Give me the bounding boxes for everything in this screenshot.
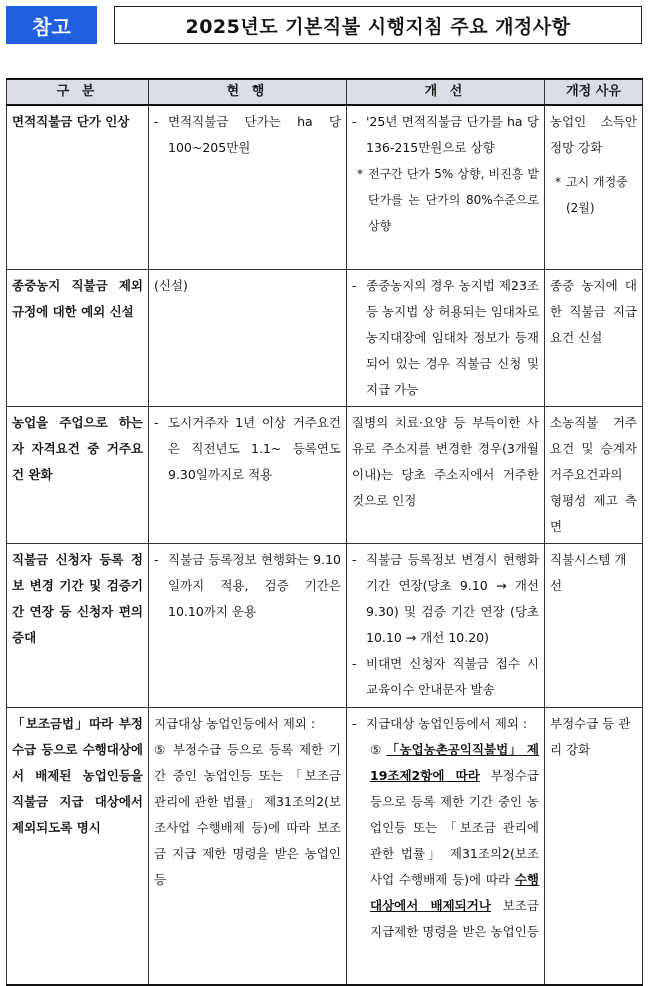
- header-reason: 개정 사유: [545, 79, 643, 105]
- row-current: [149, 406, 347, 543]
- row-improved-item: '25년 면적직불금 단가를 ha 당 136-215만원으로 상향: [366, 114, 539, 155]
- row-current: [149, 269, 347, 406]
- dash-marker: -: [352, 277, 357, 293]
- dash-marker: -: [154, 414, 159, 430]
- row-category: 「보조금법」따라 부정수급 등으로 수행대상에서 배제된 농업인등을 직불금 지급 대상에서 제외되도록 명시: [7, 707, 149, 985]
- dash-marker: -: [154, 114, 159, 129]
- row-reason: 부정수급 등 관리 강화: [545, 707, 643, 985]
- note-marker: *: [555, 175, 561, 189]
- row-current-item: 도시거주자 1년 이상 거주요건은 직전년도 1.1~ 등록연도 9.30일까지로 적용: [168, 414, 341, 482]
- table-row: [7, 105, 643, 269]
- row-improved-note: 전구간 단가 5% 상향, 비진흥 밭단가를 논 단가의 80%수준으로 상향: [368, 167, 539, 233]
- row-reason: 소농직불 거주요건 및 승계자 거주요건과의 형평성 제고 측면: [545, 406, 643, 543]
- row-category: 면적직불금 단가 인상: [7, 105, 149, 269]
- body-text: 부정수급 등으로 등록 제한 기간 중인 농업인등 또는 「보조금 관리에 관한 법률」 제31조의2(보조사업 수행배제 등)에 따라: [370, 767, 539, 887]
- row-improved-intro: 지급대상 농업인등에서 제외 :: [366, 715, 528, 731]
- row-improved: [347, 269, 545, 406]
- table-row: [7, 406, 643, 543]
- row-current: [149, 707, 347, 985]
- header-current: 현 행: [149, 79, 347, 105]
- row-reason: 직불시스템 개선: [545, 543, 643, 707]
- row-improved: [347, 543, 545, 707]
- row-current-item: 면적직불금 단가는 ha 당 100~205만원: [168, 114, 341, 155]
- body-text: 보조금 지급제한 명령을 받은 농업인등: [370, 897, 540, 939]
- dash-marker: -: [352, 114, 357, 129]
- row-improved-item: 직불금 등록정보 변경시 현행화 기간 연장(당초 9.10 → 개선 9.30) 및 검증 기간 연장 (당초 10.10 → 개선 10.20): [366, 551, 539, 645]
- row-improved: [347, 707, 545, 985]
- row-category: 직불금 신청자 등록 정보 변경 기간 및 검증기간 연장 등 신청자 편의 증대: [7, 543, 149, 707]
- dash-marker: -: [352, 655, 357, 671]
- row-current: [149, 543, 347, 707]
- row-current-text: (신설): [154, 277, 188, 293]
- note-marker: *: [357, 167, 363, 181]
- table-header-row: [7, 79, 643, 105]
- row-reason: 종중 농지에 대한 직불금 지급 요건 신설: [545, 269, 643, 406]
- header-improved: 개 선: [347, 79, 545, 105]
- table-row: [7, 269, 643, 406]
- row-current-intro: 지급대상 농업인등에서 제외 :: [154, 715, 316, 731]
- row-category: 농업을 주업으로 하는 자 자격요건 중 거주요건 완화: [7, 406, 149, 543]
- row-improved: [347, 105, 545, 269]
- emphasis-text: 「농업농촌공익직불법」 제19조제2항에 따라: [370, 741, 539, 783]
- revision-table: [6, 78, 643, 986]
- row-reason-text: 농업인 소득안정망 강화: [550, 114, 637, 155]
- table-row: [7, 707, 643, 985]
- dash-marker: -: [154, 551, 159, 567]
- row-current-item: ⑤ 부정수급 등으로 등록 제한 기간 중인 농업인등 또는 「보조금 관리에 관한 법률」 제31조의2(보조사업 수행배제 등)에 따라 보조금 지급 제한 명령을 받은 농업인등: [154, 741, 341, 887]
- dash-marker: -: [352, 551, 357, 567]
- row-improved-item: 종중농지의 경우 농지법 제23조 등 농지법 상 허용되는 임대차로 농지대장에 임대차 정보가 등재되어 있는 경우 직불금 신청 및 지급 가능: [366, 277, 539, 397]
- emphasis-text: 수행대상에서 배제되거나: [370, 871, 539, 913]
- circled-number: ⑤: [370, 741, 382, 757]
- table-row: [7, 543, 643, 707]
- row-improved-item: [352, 737, 539, 945]
- reference-badge: 참고: [6, 6, 97, 44]
- page-title: 2025년도 기본직불 시행지침 주요 개정사항: [114, 6, 642, 44]
- row-current-item: 직불금 등록정보 현행화는 9.10일까지 적용, 검증 기간은 10.10까지 운용: [168, 551, 341, 619]
- row-improved-item: 비대면 신청자 직불금 접수 시 교육이수 안내문자 발송: [366, 655, 539, 697]
- row-reason-note: 고시 개정중 (2월): [566, 175, 628, 215]
- row-improved: 질병의 치료·요양 등 부득이한 사유로 주소지를 변경한 경우(3개월 이내)는 당초 주소지에서 거주한 것으로 인정: [347, 406, 545, 543]
- dash-marker: -: [352, 715, 357, 731]
- row-category: 종중농지 직불금 제외 규정에 대한 예외 신설: [7, 269, 149, 406]
- row-current: [149, 105, 347, 269]
- header-category: 구 분: [7, 79, 149, 105]
- row-reason: [545, 105, 643, 269]
